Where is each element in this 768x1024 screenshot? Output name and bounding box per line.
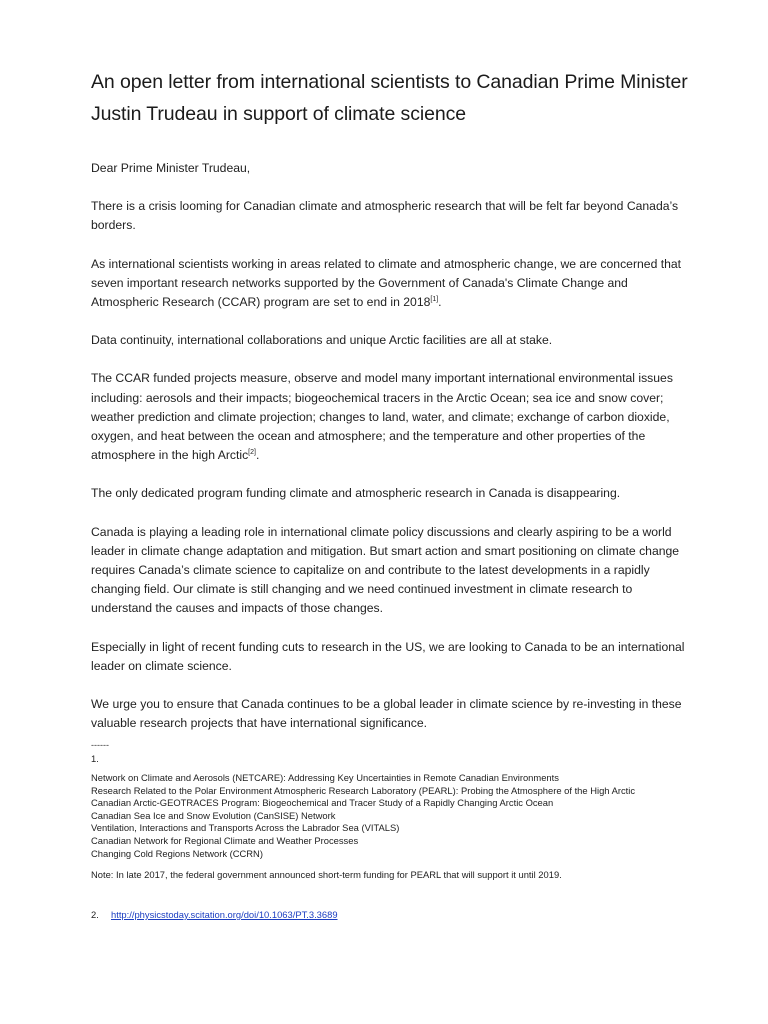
- footnote-ref-1[interactable]: [1]: [430, 295, 439, 303]
- footnote-separator: ------: [91, 740, 109, 751]
- paragraph-projects: [91, 369, 691, 465]
- footnote-item: Canadian Arctic-GEOTRACES Program: Biogeochemical and Tracer Study of a Rapidly Changing Arctic Ocean: [91, 797, 554, 809]
- footnote-item: Ventilation, Interactions and Transports Across the Labrador Sea (VITALS): [91, 822, 400, 834]
- paragraph-funding-cuts: Especially in light of recent funding cuts to research in the US, we are looking to Canada to be an international leader on climate science.: [91, 639, 685, 673]
- footnote-note: Note: In late 2017, the federal government announced short-term funding for PEARL that will support it until 2019.: [91, 869, 562, 881]
- paragraph-stakes: Data continuity, international collaborations and unique Arctic facilities are all at stake.: [91, 333, 553, 348]
- paragraph-projects-text: The CCAR funded projects measure, observe and model many important international environmental issues including: aerosols and their impacts; biogeochemical tracers in the Arctic Ocean; sea ice and snow cover; weather prediction and climate projection; changes to land, water, and climate; exchange of carbon dioxide, oxygen, and heat between the ocean and atmosphere; and the temperature and other properties of the atmosphere in the high Arctic: [91, 371, 673, 463]
- paragraph-crisis: There is a crisis looming for Canadian climate and atmospheric research that will be felt far beyond Canada’s borders.: [91, 199, 679, 233]
- paragraph-leading-role: Canada is playing a leading role in international climate policy discussions and clearly aspiring to be a world leader in climate change adaptation and mitigation. But smart action and smart positioning on climate change requires Canada’s climate science to capitalize on and contribute to the latest developments in a rapidly changing field. Our climate is still changing and we need continued investment in climate research to understand the causes and impacts of those changes.: [91, 524, 680, 616]
- footnote-2-link[interactable]: http://physicstoday.scitation.org/doi/10.1063/PT.3.3689: [111, 908, 338, 920]
- footnote-item: Canadian Network for Regional Climate and Weather Processes: [91, 835, 359, 847]
- paragraph-concern-end: .: [438, 295, 442, 310]
- salutation: Dear Prime Minister Trudeau,: [91, 161, 251, 175]
- footnote-ref-2[interactable]: [2]: [248, 449, 256, 457]
- footnote-1: [91, 753, 691, 881]
- footnote-2-number: 2.: [91, 908, 99, 920]
- paragraph-concern-text: As international scientists working in areas related to climate and atmospheric change, we are concerned that seven important research networks supported by the Government of Canada's Climate Change and Atmospheric Research (CCAR) program are set to end in 2018: [91, 256, 682, 310]
- footnote-item: Canadian Sea Ice and Snow Evolution (CanSISE) Network: [91, 809, 336, 821]
- letter-page: [91, 66, 691, 921]
- paragraph-disappearing: The only dedicated program funding climate and atmospheric research in Canada is disappearing.: [91, 486, 621, 501]
- footnote-1-number: 1.: [91, 753, 99, 765]
- paragraph-urge: We urge you to ensure that Canada continues to be a global leader in climate science by re-investing in these valuable research projects that have international significance.: [91, 697, 682, 731]
- footnote-item: Changing Cold Regions Network (CCRN): [91, 847, 263, 859]
- footnote-item: Research Related to the Polar Environment Atmospheric Research Laboratory (PEARL): Probing the Atmosphere of the High Arctic: [91, 784, 636, 796]
- footnote-2: [91, 909, 691, 922]
- letter-title: An open letter from international scientists to Canadian Prime Minister Justin Trudeau in support of climate science: [91, 71, 688, 125]
- paragraph-projects-end: .: [255, 448, 260, 463]
- paragraph-concern: [91, 255, 691, 313]
- footnote-item: Network on Climate and Aerosols (NETCARE): Addressing Key Uncertainties in Remote Canadian Environments: [91, 772, 559, 784]
